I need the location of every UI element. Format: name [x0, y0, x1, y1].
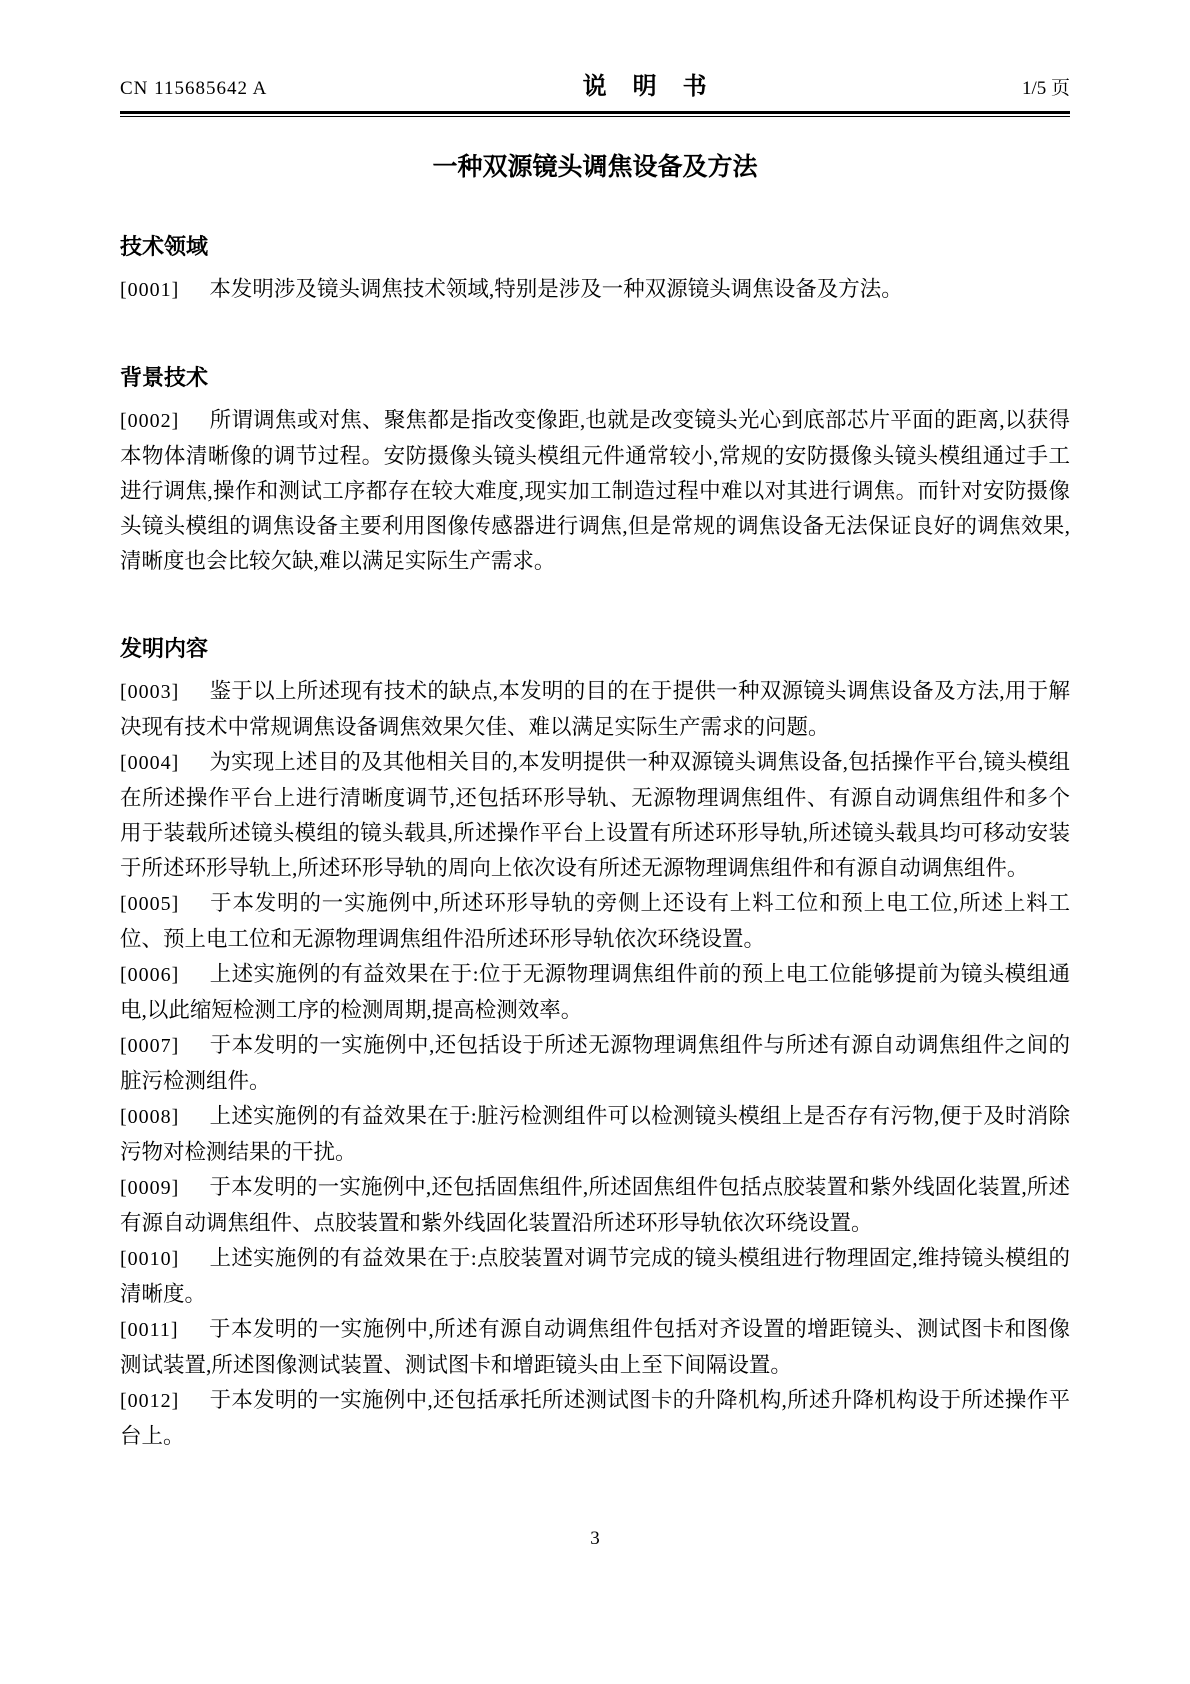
paragraph [120, 403, 1070, 579]
paragraph-text: 于本发明的一实施例中,还包括固焦组件,所述固焦组件包括点胶装置和紫外线固化装置,所述有源自动调焦组件、点胶装置和紫外线固化装置沿所述环形导轨依次环绕设置。 [120, 1175, 1070, 1235]
paragraph-number: [0004] [120, 752, 180, 774]
page-header [120, 66, 1070, 101]
paragraph-number: [0012] [120, 1390, 180, 1412]
paragraph [120, 957, 1070, 1028]
paragraph-number: [0002] [120, 410, 180, 432]
paragraph-number: [0009] [120, 1177, 180, 1199]
page-footer [0, 1528, 1190, 1550]
paragraph-text: 本发明涉及镜头调焦技术领域,特别是涉及一种双源镜头调焦设备及方法。 [209, 277, 903, 301]
section [120, 229, 1070, 308]
header-divider-rule [120, 111, 1070, 117]
section [120, 360, 1070, 579]
paragraph-number: [0010] [120, 1248, 180, 1270]
paragraph [120, 1312, 1070, 1383]
paragraph [120, 1241, 1070, 1312]
paragraph [120, 745, 1070, 886]
section-heading: 发明内容 [120, 636, 209, 661]
section [120, 631, 1070, 1454]
paragraph-text: 为实现上述目的及其他相关目的,本发明提供一种双源镜头调焦设备,包括操作平台,镜头模组在所述操作平台上进行清晰度调节,还包括环形导轨、无源物理调焦组件、有源自动调焦组件和多个用于装载所述镜头模组的镜头载具,所述操作平台上设置有所述环形导轨,所述镜头载具均可移动安装于所述环形导轨上,所述环形导轨的周向上依次设有所述无源物理调焦组件和有源自动调焦组件。 [120, 750, 1070, 880]
page-indicator: 1/5 页 [1021, 78, 1070, 99]
paragraph-text: 于本发明的一实施例中,还包括设于所述无源物理调焦组件与所述有源自动调焦组件之间的脏污检测组件。 [120, 1033, 1070, 1093]
invention-title: 一种双源镜头调焦设备及方法 [432, 153, 758, 181]
paragraph-number: [0008] [120, 1106, 180, 1128]
publication-number: CN 115685642 A [120, 78, 268, 99]
paragraph-text: 于本发明的一实施例中,所述环形导轨的旁侧上还设有上料工位和预上电工位,所述上料工位、预上电工位和无源物理调焦组件沿所述环形导轨依次环绕设置。 [120, 891, 1070, 951]
paragraph-number: [0005] [120, 893, 180, 915]
section-heading: 背景技术 [120, 365, 209, 390]
paragraph [120, 1099, 1070, 1170]
document-body [120, 229, 1070, 1454]
paragraph-text: 于本发明的一实施例中,所述有源自动调焦组件包括对齐设置的增距镜头、测试图卡和图像测试装置,所述图像测试装置、测试图卡和增距镜头由上至下间隔设置。 [120, 1317, 1070, 1377]
paragraph-text: 于本发明的一实施例中,还包括承托所述测试图卡的升降机构,所述升降机构设于所述操作平台上。 [120, 1388, 1070, 1448]
paragraph-text: 上述实施例的有益效果在于:位于无源物理调焦组件前的预上电工位能够提前为镜头模组通电,以此缩短检测工序的检测周期,提高检测效率。 [120, 962, 1070, 1022]
paragraph [120, 1383, 1070, 1454]
page-number: 3 [590, 1528, 600, 1549]
paragraph [120, 674, 1070, 745]
paragraph [120, 1028, 1070, 1099]
paragraph-number: [0001] [120, 279, 180, 301]
paragraph-text: 所谓调焦或对焦、聚焦都是指改变像距,也就是改变镜头光心到底部芯片平面的距离,以获得本物体清晰像的调节过程。安防摄像头镜头模组元件通常较小,常规的安防摄像头镜头模组通过手工进行调焦,操作和测试工序都存在较大难度,现实加工制造过程中难以对其进行调焦。而针对安防摄像头镜头模组的调焦设备主要利用图像传感器进行调焦,但是常规的调焦设备无法保证良好的调焦效果,清晰度也会比较欠缺,难以满足实际生产需求。 [120, 408, 1070, 573]
paragraph-text: 鉴于以上所述现有技术的缺点,本发明的目的在于提供一种双源镜头调焦设备及方法,用于解决现有技术中常规调焦设备调焦效果欠佳、难以满足实际生产需求的问题。 [120, 679, 1070, 739]
section-heading: 技术领域 [120, 234, 209, 259]
paragraph-number: [0007] [120, 1035, 180, 1057]
document-type-title: 说明书 [582, 73, 733, 100]
paragraph-text: 上述实施例的有益效果在于:脏污检测组件可以检测镜头模组上是否存有污物,便于及时消除污物对检测结果的干扰。 [120, 1104, 1070, 1164]
paragraph [120, 886, 1070, 957]
paragraph-number: [0011] [120, 1319, 179, 1341]
paragraph-number: [0006] [120, 964, 180, 986]
paragraph-number: [0003] [120, 681, 180, 703]
paragraph [120, 272, 1070, 308]
divider-thin-line [120, 116, 1070, 117]
paragraph [120, 1170, 1070, 1241]
paragraph-text: 上述实施例的有益效果在于:点胶装置对调节完成的镜头模组进行物理固定,维持镜头模组的清晰度。 [120, 1246, 1070, 1306]
